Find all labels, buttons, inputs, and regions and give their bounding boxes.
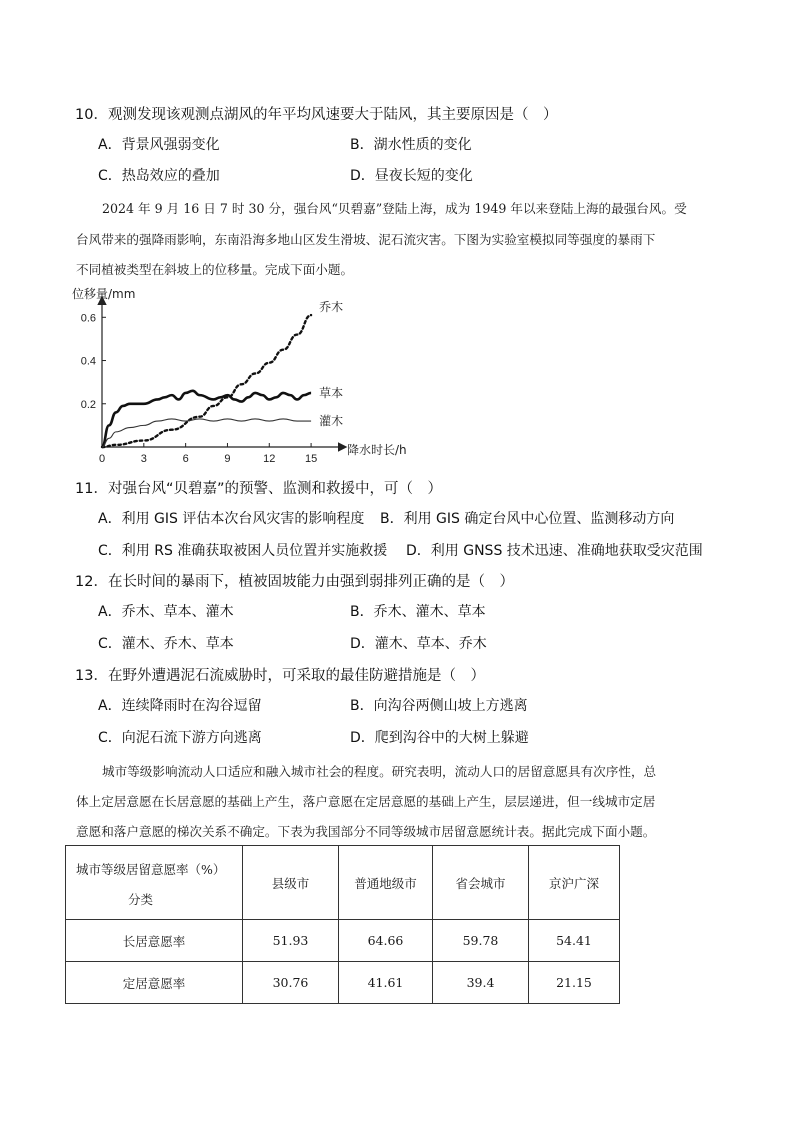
q10-option-d: D．昼夜长短的变化 xyxy=(350,168,473,184)
table-corner-bottom: 分类 xyxy=(128,892,154,907)
q13-option-d: D．爬到沟谷中的大树上躲避 xyxy=(350,730,529,746)
q13-stem: 13．在野外遭遇泥石流威胁时，可采取的最佳防避措施是（ ） xyxy=(75,668,485,684)
x-tick-label: 12 xyxy=(263,453,276,465)
table-cell: 51.93 xyxy=(243,920,339,962)
q10-stem: 10．观测发现该观测点湖风的年平均风速要大于陆风，其主要原因是（ ） xyxy=(75,107,558,123)
table-col-header: 普通地级市 xyxy=(339,846,433,920)
q13-option-a: A．连续降雨时在沟谷逗留 xyxy=(98,698,262,714)
passage2-line2: 体上定居意愿在长居意愿的基础上产生，落户意愿在定居意愿的基础上产生，层层递进，但一线城市定居 xyxy=(76,794,656,809)
passage2-line1: 城市等级影响流动人口适应和融入城市社会的程度。研究表明，流动人口的居留意愿具有次序性，总 xyxy=(102,764,657,779)
passage1-line3: 不同植被类型在斜坡上的位移量。完成下面小题。 xyxy=(76,262,354,277)
table-cell: 41.61 xyxy=(339,962,433,1004)
table-cell: 30.76 xyxy=(243,962,339,1004)
q12-option-a: A．乔木、草本、灌木 xyxy=(98,604,234,620)
table-col-header: 省会城市 xyxy=(433,846,529,920)
q11-option-a: A．利用 GIS 评估本次台风灾害的影响程度 xyxy=(98,511,365,527)
table-row xyxy=(66,962,620,1004)
q12-option-c: C．灌木、乔木、草本 xyxy=(98,636,234,652)
series-line xyxy=(102,419,311,447)
x-axis-label: 降水时长/h xyxy=(347,443,407,457)
displacement-chart xyxy=(60,280,420,465)
table-corner-top: 城市等级居留意愿率（%） xyxy=(76,862,226,877)
x-tick-label: 9 xyxy=(224,453,231,465)
q11-option-c: C．利用 RS 准确获取被困人员位置并实施救援 xyxy=(98,543,388,559)
q11-option-b: B．利用 GIS 确定台风中心位置、监测移动方向 xyxy=(380,511,675,527)
x-tick-label: 15 xyxy=(304,453,318,465)
q13-option-b: B．向沟谷两侧山坡上方逃离 xyxy=(350,698,528,714)
x-tick-label: 0 xyxy=(98,453,106,465)
q11-stem: 11．对强台风“贝碧嘉”的预警、监测和救援中，可（ ） xyxy=(75,481,442,497)
passage1-line1: 2024 年 9 月 16 日 7 时 30 分，强台风“贝碧嘉”登陆上海，成为 1949 年以来登陆上海的最强台风。受 xyxy=(102,201,687,216)
q12-option-d: D．灌木、草本、乔木 xyxy=(350,636,487,652)
table-cell: 64.66 xyxy=(339,920,433,962)
q10-option-b: B．湖水性质的变化 xyxy=(350,137,472,153)
q12-option-b: B．乔木、灌木、草本 xyxy=(350,604,486,620)
table-row-label: 长居意愿率 xyxy=(66,920,243,962)
y-tick-label: 0.4 xyxy=(80,355,96,368)
y-tick-label: 0.2 xyxy=(80,398,96,411)
y-tick-label: 0.6 xyxy=(80,312,96,325)
table-col-header: 京沪广深 xyxy=(529,846,620,920)
x-tick-label: 3 xyxy=(140,453,147,465)
q11-option-d: D．利用 GNSS 技术迅速、准确地获取受灾范围 xyxy=(406,543,703,559)
y-axis-label: 位移量/mm xyxy=(72,287,136,301)
table-cell: 21.15 xyxy=(529,962,620,1004)
table-corner-cell xyxy=(66,846,243,920)
series-label: 乔木 xyxy=(319,300,344,315)
table-col-header: 县级市 xyxy=(243,846,339,920)
table-cell: 54.41 xyxy=(529,920,620,962)
passage1-line2: 台风带来的强降雨影响，东南沿海多地山区发生滑坡、泥石流灾害。下图为实验室模拟同等强度的暴雨下 xyxy=(76,232,656,247)
x-tick-label: 6 xyxy=(182,453,189,465)
table-header-row xyxy=(66,846,620,920)
passage2-line3: 意愿和落户意愿的梯次关系不确定。下表为我国部分不同等级城市居留意愿统计表。据此完成下面小题。 xyxy=(76,824,656,839)
q13-option-c: C．向泥石流下游方向逃离 xyxy=(98,730,262,746)
residence-intention-table xyxy=(65,845,620,1004)
table-row xyxy=(66,920,620,962)
q10-option-c: C．热岛效应的叠加 xyxy=(98,168,220,184)
series-label: 灌木 xyxy=(319,414,344,429)
table-cell: 59.78 xyxy=(433,920,529,962)
q12-stem: 12．在长时间的暴雨下，植被固坡能力由强到弱排列正确的是（ ） xyxy=(75,574,514,590)
series-label: 草本 xyxy=(319,385,344,400)
q10-option-a: A．背景风强弱变化 xyxy=(98,137,220,153)
table-cell: 39.4 xyxy=(433,962,529,1004)
table-row-label: 定居意愿率 xyxy=(66,962,243,1004)
